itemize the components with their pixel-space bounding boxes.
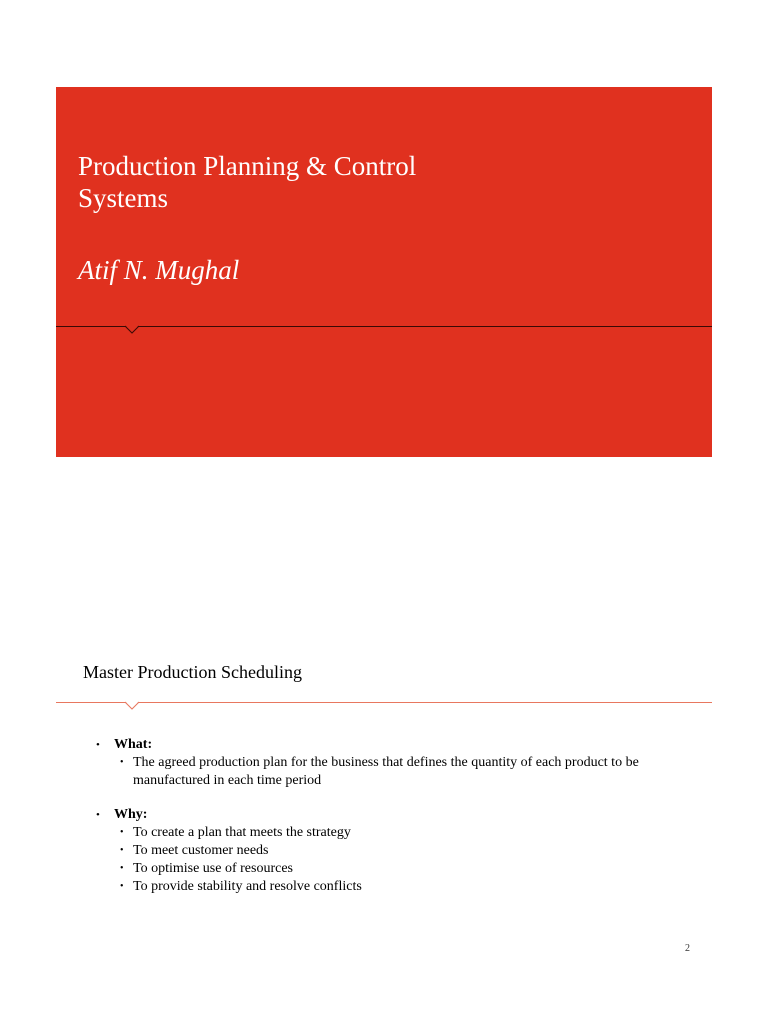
page-number: 2 (685, 943, 690, 954)
bullet-label: What: (114, 737, 153, 752)
sub-bullet-list (114, 754, 696, 790)
content-slide (56, 640, 712, 970)
title-divider (56, 326, 712, 327)
divider-notch-icon (125, 701, 139, 711)
sub-bullet-item: • To optimise use of resources (114, 860, 696, 878)
sub-bullet-list (114, 824, 696, 896)
sub-bullet-item: • The agreed production plan for the business that defines the quantity of each product to be manufactured in each time period (114, 754, 696, 790)
heading-divider (56, 702, 712, 703)
presentation-title: Production Planning & Control Systems (78, 151, 417, 213)
divider-notch-icon (125, 325, 139, 335)
bullet-label: Why: (114, 807, 148, 822)
bullet-list (96, 736, 696, 912)
sub-bullet-item: • To provide stability and resolve conflicts (114, 878, 696, 896)
slide-heading: Master Production Scheduling (83, 662, 302, 682)
sub-bullet-item: • To meet customer needs (114, 842, 696, 860)
author-name: Atif N. Mughal (78, 255, 240, 285)
title-slide (56, 87, 712, 457)
bullet-what (96, 736, 696, 790)
sub-bullet-item: • To create a plan that meets the strategy (114, 824, 696, 842)
bullet-why (96, 806, 696, 896)
